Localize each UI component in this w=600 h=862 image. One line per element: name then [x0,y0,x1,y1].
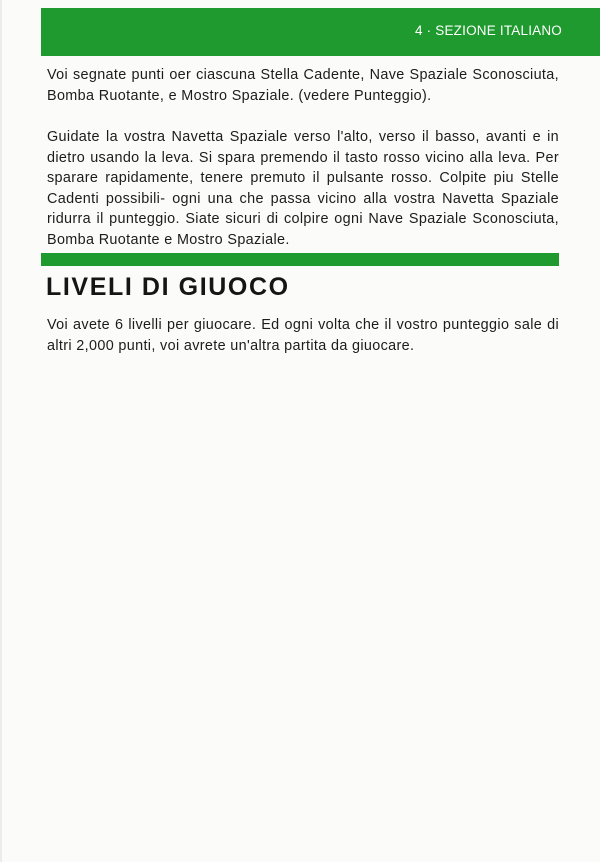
controls-paragraph: Guidate la vostra Navetta Spaziale verso l'alto, verso il basso, avanti e in dietro usando la leva. Si spara premendo il tasto rosso vicino alla leva. Per sparare rapidamente, tenere premuto il pulsante rosso. Colpite piu Stelle Cadenti possibili- ogni una che passa vicino alla vostra Navetta Spaziale ridurra il punteggio. Siate sicuri di colpire ogni Nave Spaziale Sconosciuta, Bomba Ruotante e Mostro Spaziale. [47,129,559,248]
section-label: 4 · SEZIONE ITALIANO [414,23,562,38]
levels-heading: LIVELI DI GIUOCO [46,273,290,301]
levels-paragraph: Voi avete 6 livelli per giuocare. Ed ogni volta che il vostro punteggio sale di altri 2,000 punti, voi avrete un'altra partita da giuocare. [47,317,559,354]
page-edge [0,0,2,862]
header-bar [41,8,600,56]
section-divider-bar [41,253,559,266]
scoring-paragraph: Voi segnate punti oer ciascuna Stella Cadente, Nave Spaziale Sconosciuta, Bomba Ruotante, e Mostro Spaziale. (vedere Punteggio). [47,67,559,104]
